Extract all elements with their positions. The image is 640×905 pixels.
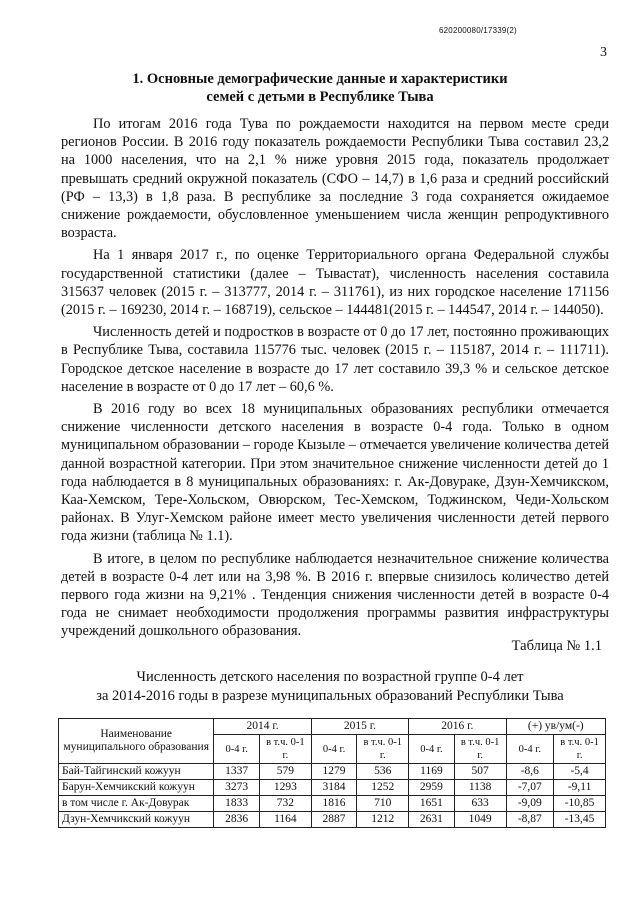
subheader-0-4: 0-4 г.: [311, 735, 357, 764]
cell: 536: [357, 764, 409, 780]
cell: -9,09: [506, 796, 554, 812]
cell: -8,87: [506, 812, 554, 828]
subheader-0-1: в т.ч. 0-1 г.: [554, 735, 606, 764]
paragraph-municipalities: В 2016 году во всех 18 муниципальных образованиях республики отмечается снижение численности детского населения в возрасте 0-4 года. Только в одном муниципальном образовании – городе Кызыле – отмечается увеличение количества детей данной возрастной категории. При этом значительное снижение численности детей до 1 года наблюдается в 8 муниципальных образованиях: г. Ак-Довураке, Дзун-Хемчикском, Каа-Хемском, Тере-Хольском, Овюрском, Тес-Хемском, Тоджинском, Чеди-Хольском районах. В Улуг-Хемском районе имеет место увеличения численности детей первого года жизни (таблица № 1.1).: [61, 401, 609, 545]
cell: 2959: [409, 780, 455, 796]
cell: 1212: [357, 812, 409, 828]
cell: 1049: [454, 812, 506, 828]
header-year-2014: 2014 г.: [214, 719, 311, 735]
cell: 1169: [409, 764, 455, 780]
paragraph-children-count: Численность детей и подростков в возрасте от 0 до 17 лет, постоянно проживающих в Республике Тыва, составила 115776 тыс. человек (2015 г. – 115187, 2014 г. – 111711). Городское детское население в возрасте до 17 лет составило 39,3 % и сельское детское население в возрасте от 0 до 17 лет – 60,6 %.: [61, 324, 609, 395]
cell: 3273: [214, 780, 260, 796]
subheader-0-4: 0-4 г.: [409, 735, 455, 764]
paragraph-population: На 1 января 2017 г., по оценке Территориального органа Федеральной службы государственной статистики (далее – Тывастат), численность населения составила 315637 человек (2015 г. – 313777, 2014 г. – 311761), из них городское население 171156 (2015 г. – 169230, 2014 г. – 168719), сельское – 144481(2015 г. – 144547, 2014 г. – 144050).: [61, 247, 609, 319]
subheader-0-1: в т.ч. 0-1 г.: [454, 735, 506, 764]
cell: 710: [357, 796, 409, 812]
section-heading: [60, 70, 580, 106]
cell: 1252: [357, 780, 409, 796]
cell: 3184: [311, 780, 357, 796]
table-row: [59, 764, 606, 780]
subheader-0-1: в т.ч. 0-1 г.: [259, 735, 311, 764]
cell: -7,07: [506, 780, 554, 796]
table-row: [59, 796, 606, 812]
subheader-0-4: 0-4 г.: [506, 735, 554, 764]
header-municipality: Наименование муниципального образования: [59, 719, 214, 764]
cell: 1279: [311, 764, 357, 780]
table-label: Таблица № 1.1: [511, 638, 602, 654]
cell: 507: [454, 764, 506, 780]
header-year-2016: 2016 г.: [409, 719, 506, 735]
subheader-0-4: 0-4 г.: [214, 735, 260, 764]
cell: 732: [259, 796, 311, 812]
population-table: [58, 718, 606, 828]
cell: 2631: [409, 812, 455, 828]
cell: 1651: [409, 796, 455, 812]
row-name: в том числе г. Ак-Довурак: [59, 796, 214, 812]
document-id: 620200080/17339(2): [439, 26, 517, 35]
header-change: (+) ув/ум(-): [506, 719, 605, 735]
heading-line-1: 1. Основные демографические данные и характеристики: [132, 71, 508, 87]
cell: 2887: [311, 812, 357, 828]
cell: 1293: [259, 780, 311, 796]
cell: 1816: [311, 796, 357, 812]
cell: 1138: [454, 780, 506, 796]
paragraph-summary: В итоге, в целом по республике наблюдается незначительное снижение количества детей в возрасте 0-4 лет или на 3,98 %. В 2016 г. впервые снизилось количество детей первого года жизни на 9,21% . Тенденция снижения численности детей в возрасте 0-4 года не снимает необходимости продолжения программы развития инфраструктуры учреждений дошкольного образования.: [61, 550, 609, 640]
page-number: 3: [600, 45, 607, 60]
cell: -13,45: [554, 812, 606, 828]
cell: 1164: [259, 812, 311, 828]
cell: 1337: [214, 764, 260, 780]
body-text: [61, 115, 609, 645]
table-row: [59, 780, 606, 796]
cell: 1833: [214, 796, 260, 812]
cell: 579: [259, 764, 311, 780]
header-year-2015: 2015 г.: [311, 719, 408, 735]
cell: -9,11: [554, 780, 606, 796]
caption-line-2: за 2014-2016 годы в разрезе муниципальных образований Республики Тыва: [96, 688, 564, 704]
caption-line-1: Численность детского населения по возрастной группе 0-4 лет: [136, 669, 524, 685]
row-name: Дзун-Хемчикский кожуун: [59, 812, 214, 828]
heading-line-2: семей с детьми в Республике Тыва: [206, 89, 434, 105]
row-name: Барун-Хемчикский кожуун: [59, 780, 214, 796]
cell: -10,85: [554, 796, 606, 812]
table-caption: [60, 668, 600, 706]
subheader-0-1: в т.ч. 0-1 г.: [357, 735, 409, 764]
row-name: Бай-Тайгинский кожуун: [59, 764, 214, 780]
paragraph-birth-rate: По итогам 2016 года Тува по рождаемости находится на первом месте среди регионов России. В 2016 году показатель рождаемости Республики Тыва составил 23,2 на 1000 населения, что на 2,1 % ниже уровня 2015 года, показатель продолжает превышать средний окружной показатель (СФО – 14,7) в 1,6 раза и средний российский (РФ – 13,3) в 1,8 раза. В республике за последние 3 года сохраняется ожидаемое снижение рождаемости, обусловленное уменьшением числа женщин репродуктивного возраста.: [61, 116, 609, 242]
cell: 2836: [214, 812, 260, 828]
table-header-row: [59, 719, 606, 735]
cell: -5,4: [554, 764, 606, 780]
cell: -8,6: [506, 764, 554, 780]
cell: 633: [454, 796, 506, 812]
table-row: [59, 812, 606, 828]
